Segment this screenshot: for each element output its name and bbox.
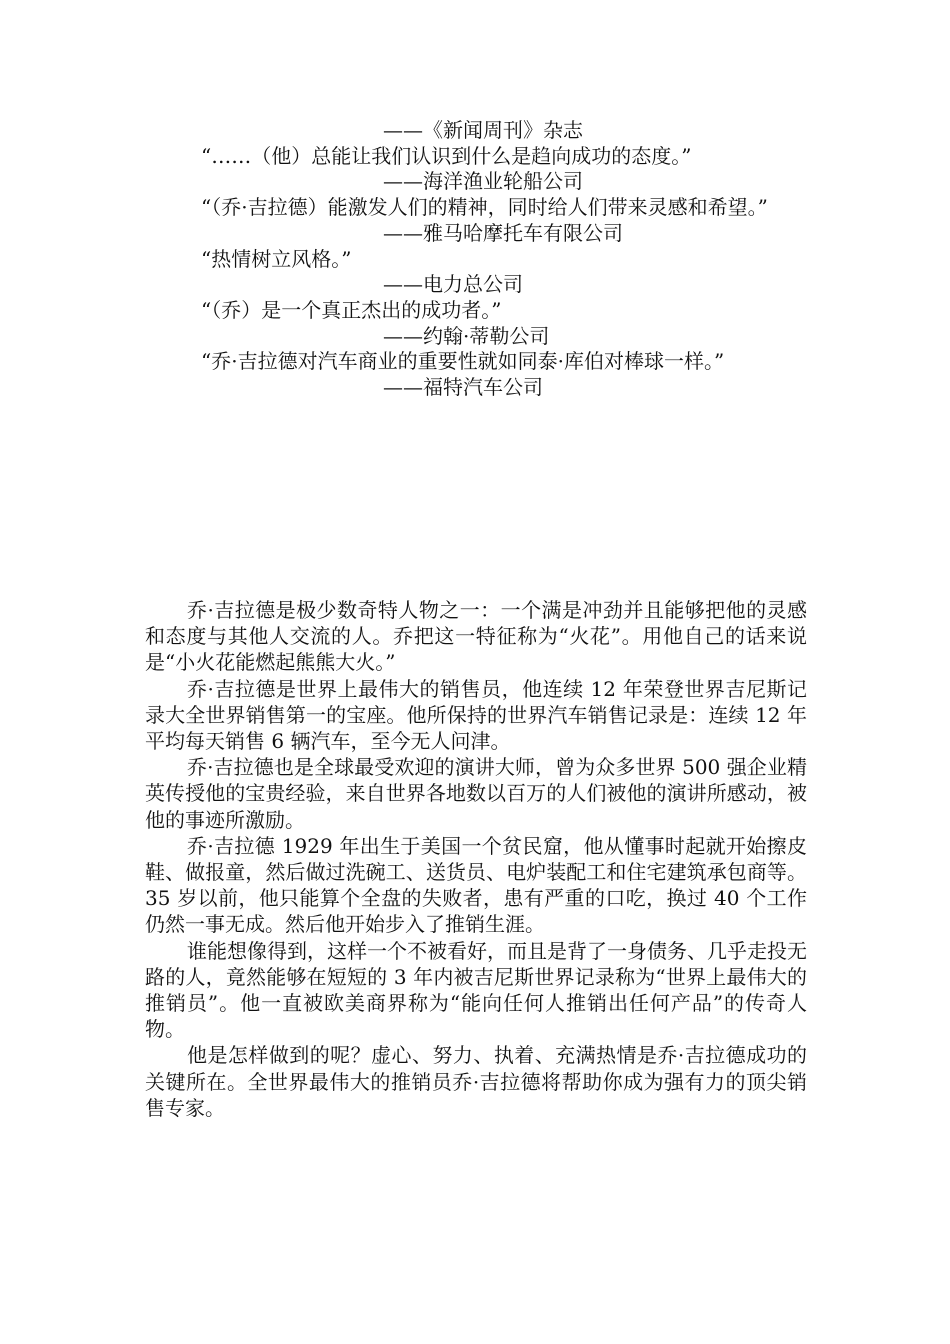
quote-source: ——海洋渔业轮船公司	[383, 169, 583, 194]
body-paragraph: 乔·吉拉德是极少数奇特人物之一：一个满是冲劲并且能够把他的灵感和态度与其他人交流的人。乔把这一特征称为“火花”。用他自己的话来说是“小火花能燃起熊熊大火。”	[145, 598, 807, 675]
quote-text: “（乔）是一个真正杰出的成功者。”	[201, 297, 502, 322]
body-paragraph: 谁能想像得到，这样一个不被看好，而且是背了一身债务、几乎走投无路的人，竟然能够在短短的 3 年内被吉尼斯世界记录称为“世界上最伟大的推销员”。他一直被欧美商界称为“能向任何人推销出任何产品”的传奇人物。	[145, 938, 807, 1042]
quote-source: ——电力总公司	[383, 272, 523, 297]
body-paragraph: 乔·吉拉德是世界上最伟大的销售员，他连续 12 年荣登世界吉尼斯记录大全世界销售第一的宝座。他所保持的世界汽车销售记录是：连续 12 年平均每天销售 6 辆汽车，至今无人问津。	[145, 676, 807, 754]
quote-text: “……（他）总能让我们认识到什么是趋向成功的态度。”	[201, 143, 692, 168]
quote-source: ——约翰·蒂勒公司	[383, 323, 550, 348]
body-paragraph: 乔·吉拉德 1929 年出生于美国一个贫民窟，他从懂事时起就开始擦皮鞋、做报童，然后做过洗碗工、送货员、电炉装配工和住宅建筑承包商等。35 岁以前，他只能算个全盘的失败者，患有严重的口吃，换过 40 个工作仍然一事无成。然后他开始步入了推销生涯。	[145, 833, 807, 937]
quote-text: “热情树立风格。”	[201, 246, 352, 271]
quote-text: “乔·吉拉德对汽车商业的重要性就如同泰·库伯对棒球一样。”	[201, 349, 725, 374]
body-paragraph: 他是怎样做到的呢？虚心、努力、执着、充满热情是乔·吉拉德成功的关键所在。全世界最伟大的推销员乔·吉拉德将帮助你成为强有力的顶尖销售专家。	[145, 1043, 807, 1120]
biography-section	[145, 597, 807, 1121]
body-paragraph: 乔·吉拉德也是全球最受欢迎的演讲大师，曾为众多世界 500 强企业精英传授他的宝贵经验，来自世界各地数以百万的人们被他的演讲所感动，被他的事迹所激励。	[145, 755, 807, 832]
quote-text: “（乔·吉拉德）能激发人们的精神，同时给人们带来灵感和希望。”	[201, 195, 768, 220]
quote-source: ——雅马哈摩托车有限公司	[383, 220, 623, 245]
quote-source: ——福特汽车公司	[383, 375, 543, 400]
testimonials-section	[145, 118, 807, 401]
quote-source: ——《新闻周刊》杂志	[383, 118, 583, 142]
